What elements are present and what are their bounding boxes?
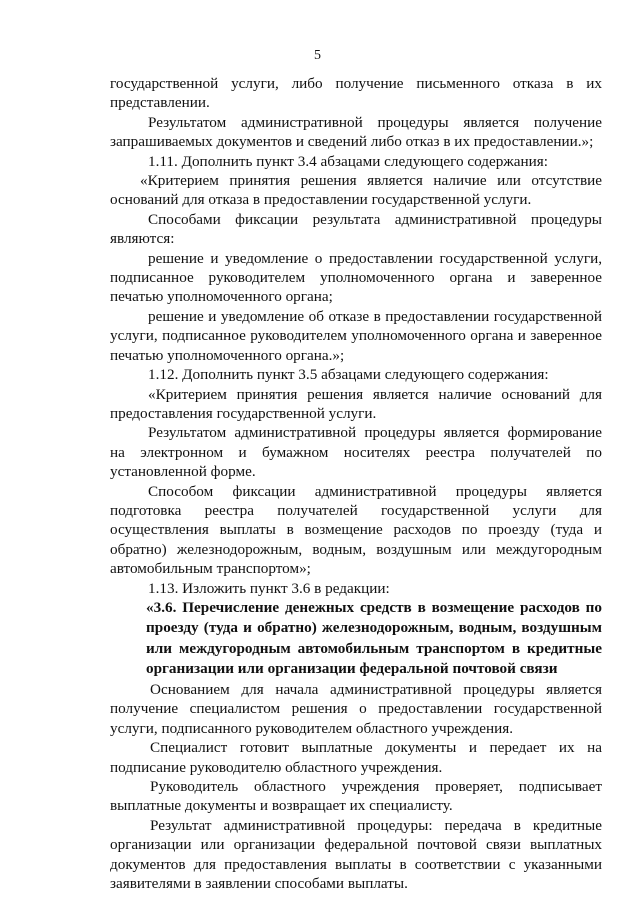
paragraph: Результат административной процедуры: передача в кредитные организации или организации федеральной почтовой связи выплатных документов для предоставления выплаты в соответствии с указанными заявителями в заявлении способами выплаты.	[110, 816, 602, 893]
paragraph: 1.11. Дополнить пункт 3.4 абзацами следующего содержания:	[148, 152, 548, 170]
paragraph: 1.13. Изложить пункт 3.6 в редакции:	[148, 579, 390, 597]
paragraph: Способом фиксации административной процедуры является подготовка реестра получателей государственной услуги для осуществления выплаты в возмещение расходов по проезду (туда и обратно) железнодорожным, водным, воздушным или междугородным автомобильным транспортом»;	[110, 482, 602, 578]
paragraph: 1.12. Дополнить пункт 3.5 абзацами следующего содержания:	[148, 366, 549, 384]
paragraph: государственной услуги, либо получение письменного отказа в их представлении.	[110, 75, 602, 112]
paragraph: Результатом административной процедуры является получение запрашиваемых документов и сведений либо отказ в их предоставлении.»;	[110, 113, 602, 151]
document-body	[110, 74, 602, 893]
paragraph: «Критерием принятия решения является наличие или отсутствие оснований для отказа в предоставлении государственной услуги.	[110, 172, 602, 209]
paragraph: решение и уведомление об отказе в предоставлении государственной услуги, подписанное руководителем уполномоченного органа и заверенное печатью уполномоченного органа.»;	[110, 307, 602, 364]
paragraph: Результатом административной процедуры является формирование на электронном и бумажном носителях реестра получателей по установленной форме.	[110, 424, 602, 481]
paragraph: Руководитель областного учреждения проверяет, подписывает выплатные документы и возвращает их специалисту.	[110, 778, 602, 815]
paragraph: решение и уведомление о предоставлении государственной услуги, подписанное руководителем уполномоченного органа и заверенное печатью уполномоченного органа;	[110, 249, 602, 306]
paragraph: «Критерием принятия решения является наличие оснований для предоставления государственной услуги.	[110, 385, 602, 422]
section-heading: «3.6. Перечисление денежных средств в возмещение расходов по проезду (туда и обратно) железнодорожным, водным, воздушным или междугородным автомобильным транспортом в кредитные организации или организации федеральной почтовой связи	[146, 598, 602, 678]
paragraph: Основанием для начала административной процедуры является получение специалистом решения о предоставлении государственной услуги, подписанного руководителем областного учреждения.	[110, 680, 602, 737]
paragraph: Специалист готовит выплатные документы и передает их на подписание руководителю областного учреждения.	[110, 739, 602, 776]
paragraph: Способами фиксации результата административной процедуры являются:	[110, 210, 602, 248]
page-number: 5	[314, 48, 321, 63]
